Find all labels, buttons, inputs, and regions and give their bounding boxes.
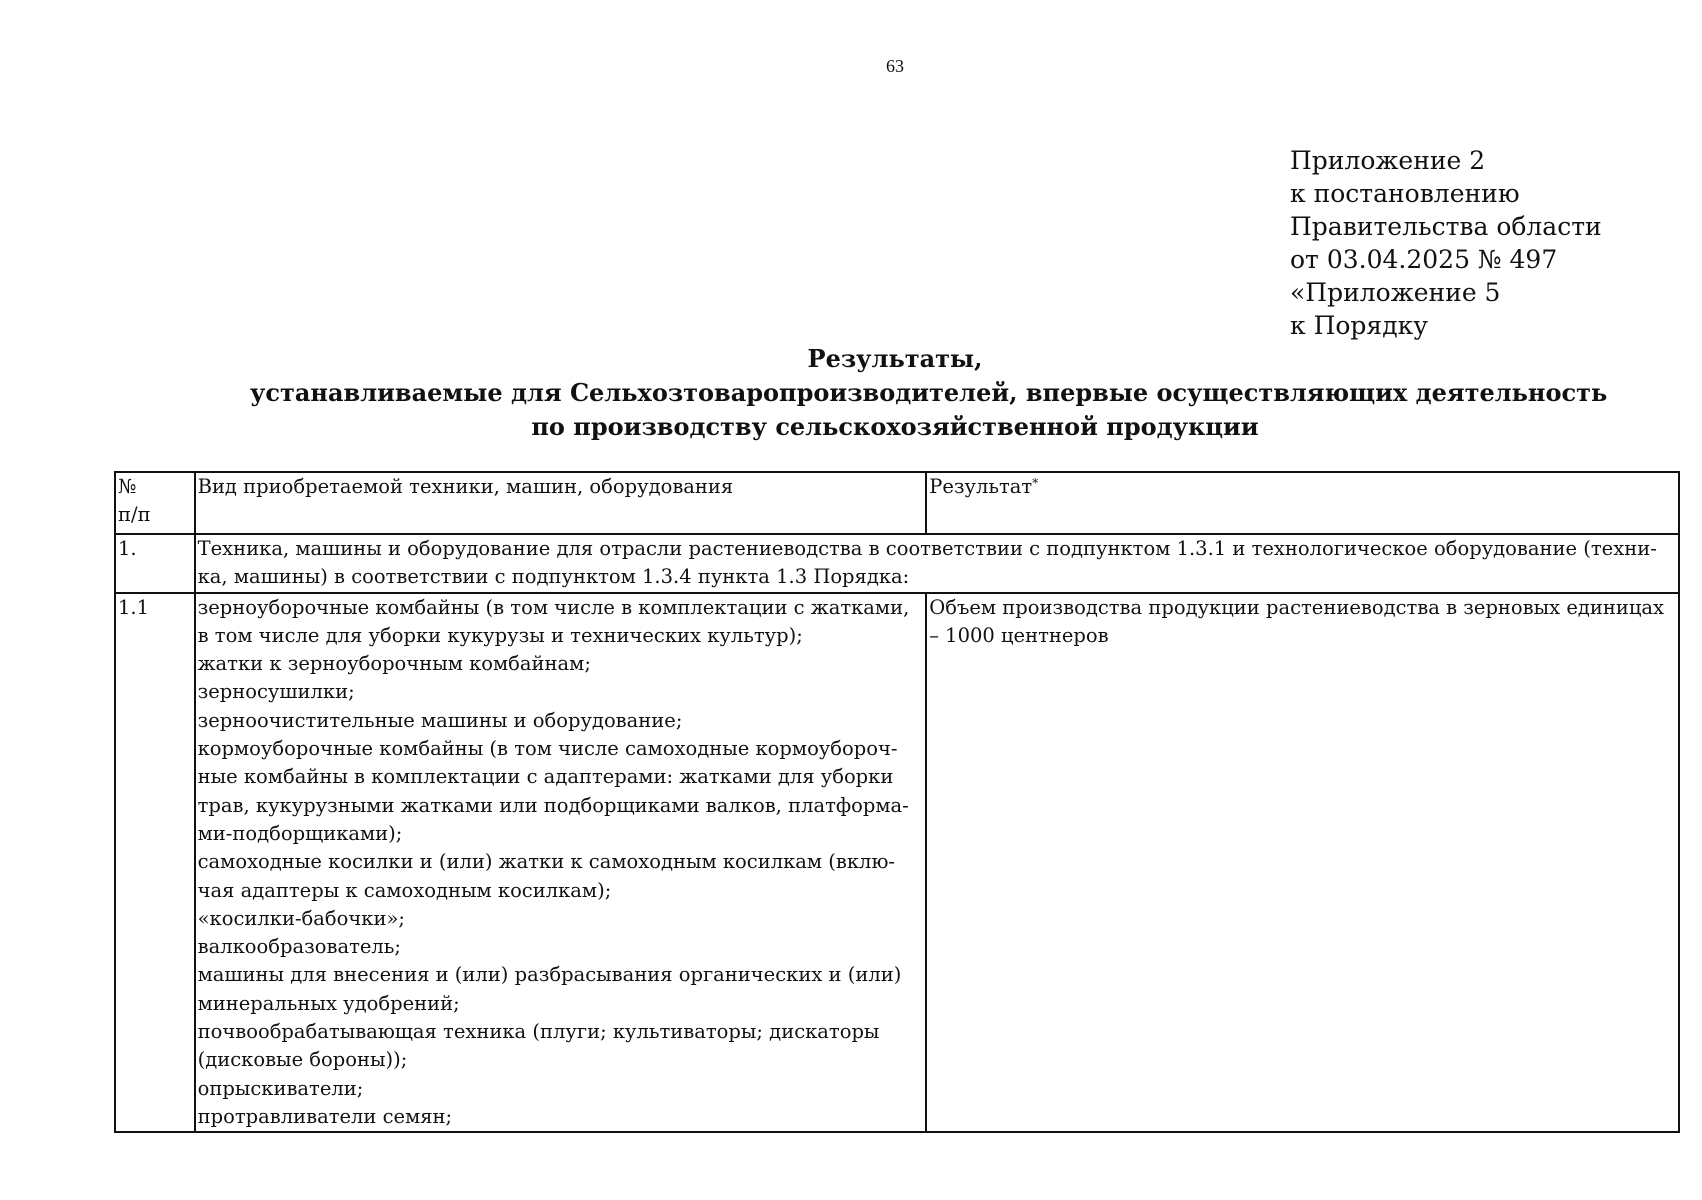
equipment-line: кормоуборочные комбайны (в том числе самоходные кормоубороч- <box>197 737 898 761</box>
equipment-line: машины для внесения и (или) разбрасывания органических и (или) <box>197 963 902 987</box>
appendix-line: от 03.04.2025 № 497 <box>1290 245 1558 274</box>
title-line: Результаты, <box>807 344 983 373</box>
footnote-mark: * <box>1032 476 1039 490</box>
equipment-line: почвообрабатывающая техника (плуги; культиваторы; дискаторы <box>197 1020 880 1044</box>
appendix-line: к Порядку <box>1290 311 1428 340</box>
equipment-line: ми-подборщиками); <box>197 821 403 845</box>
equipment-line: опрыскиватели; <box>197 1076 364 1100</box>
result-text <box>926 593 1679 1133</box>
header-number-line1: № <box>118 475 137 498</box>
appendix-line: Правительства области <box>1290 212 1602 241</box>
table-row-section <box>115 534 1679 593</box>
equipment-line: жатки к зерноуборочным комбайнам; <box>197 652 591 676</box>
title-line: по производству сельскохозяйственной продукции <box>531 412 1259 441</box>
appendix-block <box>1290 144 1602 342</box>
section-text-line: ка, машины) в соответствии с подпунктом 1.3.4 пункта 1.3 Порядка: <box>197 565 910 589</box>
equipment-line: зерноочистительные машины и оборудование; <box>197 708 683 732</box>
appendix-line: к постановлению <box>1290 179 1520 208</box>
document-title <box>250 342 1608 444</box>
equipment-line: ные комбайны в комплектации с адаптерами: жатками для уборки <box>197 765 894 789</box>
equipment-line: (дисковые бороны)); <box>197 1048 408 1072</box>
equipment-line: в том числе для уборки кукурузы и технических культур); <box>197 623 803 647</box>
section-text <box>195 534 1679 593</box>
result-line: Объем производства продукции растениеводства в зерновых единицах <box>929 595 1665 619</box>
results-table <box>114 471 1680 1133</box>
section-number: 1. <box>115 534 195 593</box>
table-row <box>115 593 1679 1133</box>
equipment-line: зерносушилки; <box>197 680 355 704</box>
equipment-line: чая адаптеры к самоходным косилкам); <box>197 878 612 902</box>
appendix-line: «Приложение 5 <box>1290 278 1501 307</box>
header-number <box>115 472 195 534</box>
equipment-line: зерноуборочные комбайны (в том числе в комплектации с жатками, <box>197 595 910 619</box>
equipment-line: «косилки-бабочки»; <box>197 906 405 930</box>
header-number-line2: п/п <box>118 503 151 527</box>
table-header-row <box>115 472 1679 534</box>
page-number: 63 <box>886 56 904 76</box>
equipment-list <box>195 593 927 1133</box>
section-text-line: Техника, машины и оборудование для отрасли растениеводства в соответствии с подпунктом 1.3.1 и технологическое оборудование (техни- <box>197 537 1657 560</box>
equipment-line: минеральных удобрений; <box>197 991 460 1015</box>
equipment-line: трав, кукурузными жатками или подборщиками валков, платформа- <box>197 793 909 817</box>
header-kind: Вид приобретаемой техники, машин, оборудования <box>195 472 927 534</box>
title-line: устанавливаемые для Сельхозтоваропроизводителей, впервые осуществляющих деятельность <box>250 378 1608 407</box>
header-result-label: Результат <box>929 475 1033 498</box>
appendix-line: Приложение 2 <box>1290 146 1486 175</box>
equipment-line: самоходные косилки и (или) жатки к самоходным косилкам (вклю- <box>197 850 896 874</box>
equipment-line: валкообразователь; <box>197 935 401 959</box>
result-line: – 1000 центнеров <box>929 623 1109 647</box>
row-number: 1.1 <box>115 593 195 1133</box>
header-result <box>926 472 1679 534</box>
equipment-line: протравливатели семян; <box>197 1104 453 1128</box>
